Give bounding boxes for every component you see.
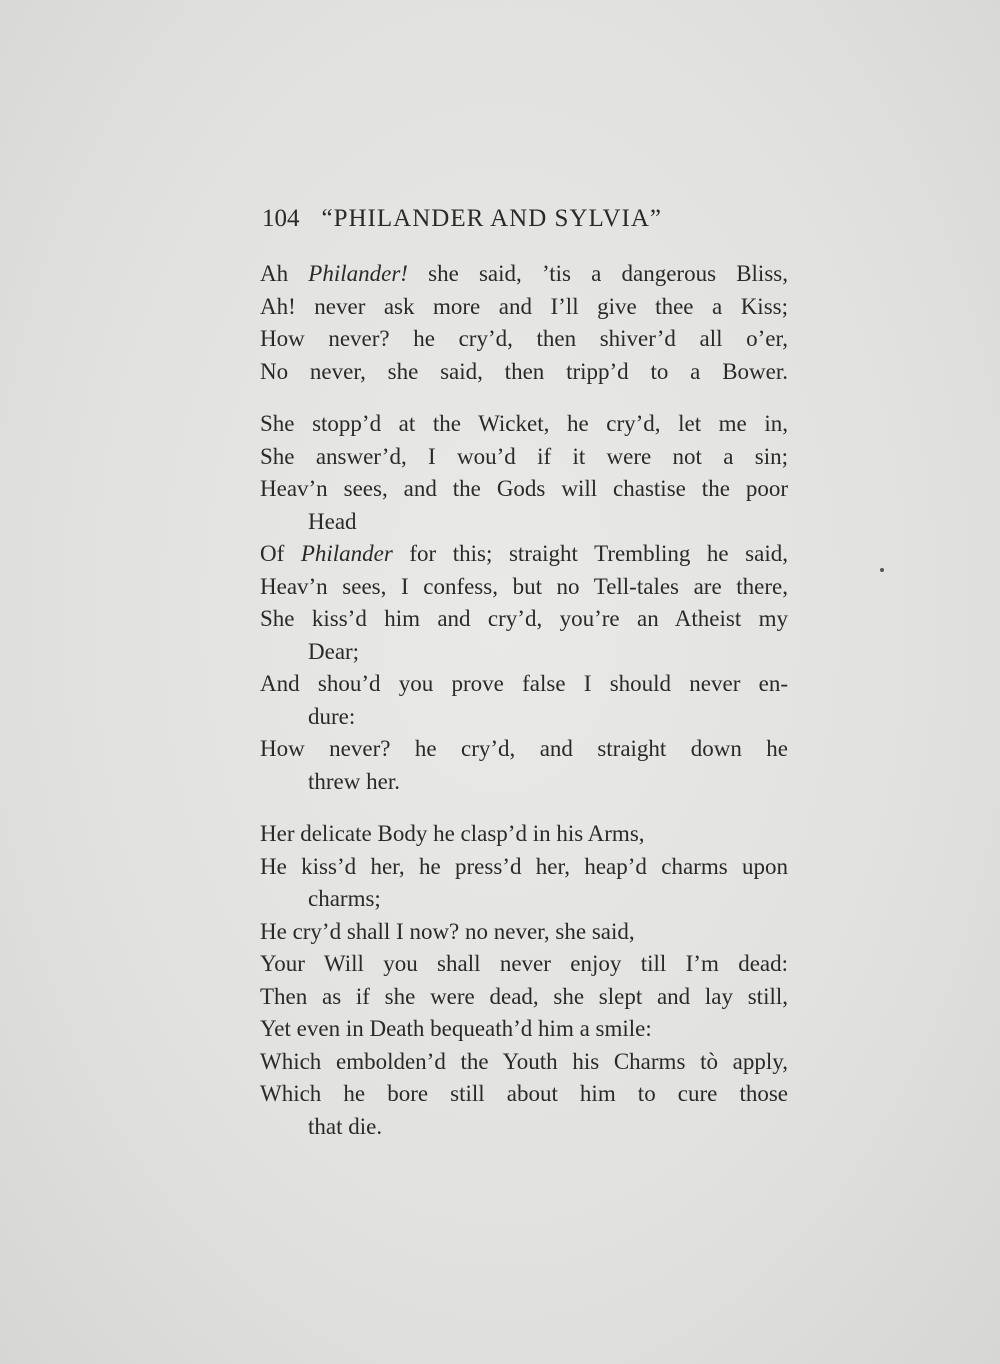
verse-line bbox=[260, 1046, 788, 1079]
verse-line bbox=[260, 1078, 788, 1111]
verse-line bbox=[260, 473, 788, 506]
verse-line-continuation bbox=[260, 883, 788, 916]
verse-text: He kiss’d her, he press’d her, heap’d charms upon bbox=[260, 853, 788, 879]
italic-name: Philander bbox=[300, 541, 393, 566]
verse-line bbox=[260, 603, 788, 636]
verse-text: Your Will you shall never enjoy till I’m dead: bbox=[260, 951, 788, 976]
verse-line bbox=[260, 851, 788, 884]
verse-text: Yet even in Death bequeath’d him a smile: bbox=[260, 1016, 652, 1041]
verse-line-continuation bbox=[260, 766, 788, 799]
verse-text: Which he bore still about him to cure those bbox=[260, 1081, 788, 1106]
verse-line-continuation bbox=[260, 1111, 788, 1144]
verse-text: dure: bbox=[308, 703, 356, 729]
verse-line bbox=[260, 408, 788, 441]
verse-line-continuation bbox=[260, 506, 788, 539]
verse-text: How never? he cry’d, and straight down he bbox=[260, 736, 788, 761]
verse-line bbox=[260, 1013, 788, 1046]
verse-line bbox=[260, 818, 788, 851]
verse-line bbox=[260, 323, 788, 356]
verse-line bbox=[260, 356, 788, 389]
verse-text: Which embolden’d the Youth his Charms tò apply, bbox=[260, 1048, 788, 1074]
verse-line bbox=[260, 571, 788, 604]
verse-line bbox=[260, 291, 788, 324]
running-title: “PHILANDER AND SYLVIA” bbox=[321, 205, 663, 232]
verse-text: How never? he cry’d, then shiver’d all o’er, bbox=[260, 326, 788, 351]
verse-line bbox=[260, 733, 788, 766]
verse-text: Heav’n sees, I confess, but no Tell-tales are there, bbox=[260, 573, 788, 599]
italic-name: Philander! bbox=[308, 261, 408, 286]
verse-text: Her delicate Body he clasp’d in his Arms, bbox=[260, 821, 645, 846]
verse-line-continuation bbox=[260, 701, 788, 734]
verse-text: Ah! never ask more and I’ll give thee a Kiss; bbox=[260, 293, 788, 319]
verse-line-continuation bbox=[260, 636, 788, 669]
print-speck bbox=[880, 568, 884, 572]
verse-text: She answer’d, I wou’d if it were not a sin; bbox=[260, 443, 788, 469]
verse-line bbox=[260, 538, 788, 571]
verse-text: for this; straight Trembling he said, bbox=[392, 541, 788, 566]
verse-line bbox=[260, 441, 788, 474]
verse-text: Of bbox=[260, 541, 301, 566]
verse-text: She stopp’d at the Wicket, he cry’d, let me in, bbox=[260, 411, 788, 436]
verse-text: She kiss’d him and cry’d, you’re an Atheist my bbox=[260, 606, 788, 631]
stanza bbox=[260, 408, 788, 798]
verse-text: Dear; bbox=[308, 638, 360, 664]
verse-line bbox=[260, 668, 788, 701]
stanza bbox=[260, 258, 788, 388]
verse-text: charms; bbox=[308, 886, 381, 911]
verse-line bbox=[260, 258, 788, 291]
verse-text: that die. bbox=[308, 1113, 383, 1139]
verse-text: No never, she said, then tripp’d to a Bower. bbox=[260, 358, 788, 384]
verse-text: He cry’d shall I now? no never, she said, bbox=[260, 918, 635, 944]
verse-line bbox=[260, 981, 788, 1014]
stanza bbox=[260, 818, 788, 1143]
verse-text: she said, ’tis a dangerous Bliss, bbox=[407, 261, 788, 286]
verse-line bbox=[260, 916, 788, 949]
verse-text: Head bbox=[308, 508, 357, 534]
running-header bbox=[262, 205, 802, 233]
verse-text: And shou’d you prove false I should never en- bbox=[260, 671, 788, 696]
verse-text: Ah bbox=[260, 261, 309, 286]
poem-body bbox=[260, 258, 788, 1163]
verse-text: Then as if she were dead, she slept and lay still, bbox=[260, 983, 788, 1009]
page-number: 104 bbox=[262, 205, 300, 232]
verse-text: threw her. bbox=[308, 768, 400, 794]
verse-text: Heav’n sees, and the Gods will chastise the poor bbox=[260, 476, 788, 501]
verse-line bbox=[260, 948, 788, 981]
